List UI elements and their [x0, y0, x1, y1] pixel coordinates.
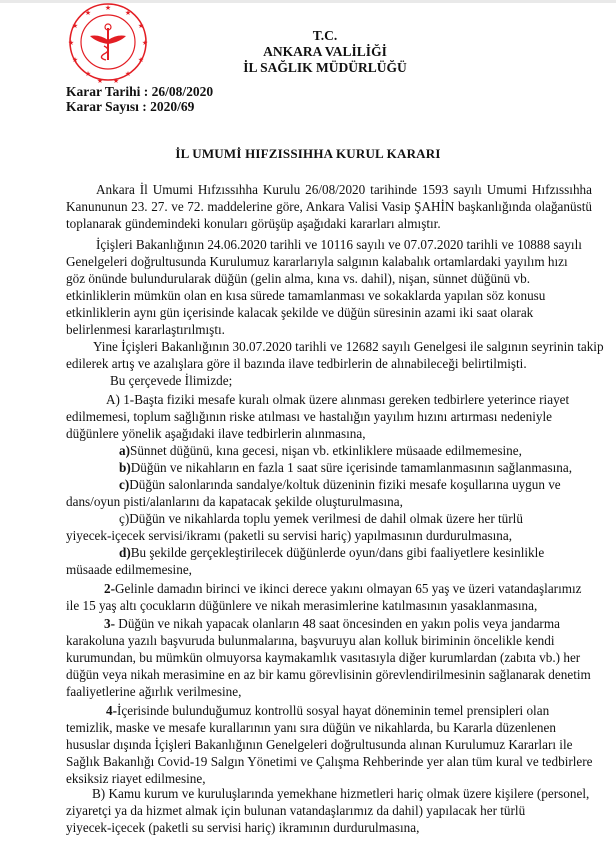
para-line: etkinliklerin mümkün olan en kısa sürede tamamlanması ve sokaklarda yapılan söz konusu: [66, 288, 546, 303]
item-d-text: müsaade edilmemesine,: [66, 562, 192, 577]
para-line: göz önünde bulundurularak düğün (gelin alma, kına vs. dahil), nişan, sünnet düğünü vb.: [66, 271, 531, 286]
intro-line: Kanununun 23. 27. ve 72. maddelerine göre, Ankara Valisi Vasip ŞAHİN başkanlığında olağanüstü: [66, 199, 592, 214]
svg-text:★: ★: [84, 70, 92, 78]
svg-text:★: ★: [71, 22, 79, 30]
header-directorate: İL SAĞLIK MÜDÜRLÜĞÜ: [243, 60, 407, 75]
intro-line: toplanarak gündemindeki konuları görüşüp aşağıdaki kararları almıştır.: [66, 216, 441, 231]
item-c-text: Düğün salonlarında sandalye/koltuk düzeninin fiziki mesafe koşullarına uygun ve: [129, 477, 561, 492]
para-line: edilerek artış ve azalışlara göre il bazında ilave tedbirlerin de alınabileceği belirtilmişti.: [66, 356, 527, 371]
item-b-main-text: ziyaretçi ya da hizmet almak için bulunan vatandaşlarımız da dahil) yapılacak her türlü: [66, 803, 526, 818]
svg-text:★: ★: [104, 4, 112, 12]
svg-text:★: ★: [84, 9, 92, 17]
svg-text:★: ★: [112, 77, 120, 85]
item-3-text: düğün veya nikah merasimine en az bir kamu görevlisinin görevlendirilmesinin sağlanarak denetim: [66, 667, 591, 682]
item-c-text: dans/oyun pisti/alanlarını da kapatacak şekilde oluşturulmasına,: [66, 494, 403, 509]
item-b-text: Düğün ve nikahların en fazla 1 saat süre içerisinde tamamlanmasının sağlanmasına,: [130, 460, 573, 475]
item-4-text: temizlik, maske ve mesafe kurallarının yanı sıra düğün ve nikahlarda, bu Kararla düzenlenen: [66, 720, 556, 735]
item-3-text: kurumundan, bu mümkün olmuyorsa kaymakamlık vasıtasıyla diğer kurumlardan (zabıta vb.) her: [66, 650, 581, 665]
svg-text:★: ★: [96, 77, 104, 85]
item-3-text: Düğün ve nikah yapacak olanların 48 saat öncesinden en yakın polis veya jandarma: [115, 616, 560, 631]
intro-line: Ankara İl Umumi Hıfzıssıhha Kurulu 26/08/2020 tarihinde 1593 sayılı Umumi Hıfzıssıhha: [96, 182, 592, 197]
item-2-text: Gelinle damadın birinci ve ikinci derece yakını olmayan 65 yaş ve üzeri vatandaşlarımız: [115, 581, 582, 596]
item-cc-text: ç)Düğün ve nikahlarda toplu yemek verilmesi de dahil olmak üzere her türlü: [119, 511, 523, 526]
item-b-main-text: B) Kamu kurum ve kuruluşlarında yemekhane hizmetleri hariç olmak üzere kişilere (personel,: [92, 786, 590, 801]
header-tc: T.C.: [312, 28, 338, 43]
item-3-label: 3-: [104, 616, 115, 631]
item-a-text: Sünnet düğünü, kına gecesi, nişan vb. etkinliklere müsaade edilmemesine,: [130, 443, 522, 458]
item-3-text: karakoluna yazılı başvuruda bulunmalarına, başvuruyu alan kolluk biriminin öncelikle kendi: [66, 633, 555, 648]
para-line: İçişleri Bakanlığının 24.06.2020 tarihli ve 10116 sayılı ve 07.07.2020 tarihli ve 10888 sayılı: [96, 237, 582, 252]
svg-text:★: ★: [137, 22, 145, 30]
item-4-label: 4-: [106, 703, 117, 718]
item-d-label: d): [119, 545, 131, 560]
ministry-of-health-logo-icon: [62, 0, 154, 88]
item-b-main-text: yiyecek-içecek (paketli su servisi hariç) ikramının durdurulmasına,: [66, 820, 420, 835]
item-a1-line: edilmemesi, toplum sağlığının riske atılması ve hastalığın yayılım hızını artırması nedeniyle: [66, 409, 553, 424]
document-title: İL UMUMİ HIFZISSIHHA KURUL KARARI: [175, 146, 441, 161]
decision-date: Karar Tarihi : 26/08/2020: [66, 84, 214, 99]
item-2-label: 2-: [104, 581, 115, 596]
para-line: Yine İçişleri Bakanlığının 30.07.2020 tarihli ve 12682 sayılı Genelgesi ile salgının seyrinin takip: [93, 339, 604, 354]
para-line: Bu çerçevede İlimizde;: [110, 373, 233, 388]
item-4-text: İçerisinde bulunduğumuz kontrollü sosyal hayat döneminin temel prensipleri olan: [117, 703, 550, 718]
item-c-label: c): [119, 477, 130, 492]
item-4-text: eksiksiz riayet edilmesine,: [66, 771, 206, 786]
para-line: Genelgeleri doğrultusunda Kurulumuz kararlarıyla salgının kalabalık ortamlardaki yayılım hızı: [66, 254, 568, 269]
item-4-text: Sağlık Bakanlığı Covid-19 Salgın Yönetimi ve Çalışma Rehberinde yer alan tüm kural ve tedbirlere: [66, 754, 593, 769]
item-2-text: ile 15 yaş altı çocukların düğünlere ve nikah merasimlerine katılmasının yasaklanmasına,: [66, 598, 538, 613]
svg-text:★: ★: [71, 56, 79, 64]
item-3-text: faaliyetlerine ağırlık verilmesine,: [66, 684, 242, 699]
para-line: belirlenmesi kararlaştırılmıştı.: [66, 322, 225, 337]
item-a-label: a): [119, 443, 130, 458]
item-cc-text: yiyecek-içecek servisi/ikramı (paketli su servisi hariç) yapılmasının durdurulmasına,: [66, 528, 513, 543]
para-line: etkinliklerin aynı gün içerisinde kalacak şekilde ve düğün süresinin azami iki saat olarak: [66, 305, 534, 320]
item-a1-line: A) 1-Başta fiziki mesafe kuralı olmak üzere alınması gereken tedbirlere yeterince riayet: [106, 392, 570, 407]
decision-number: Karar Sayısı : 2020/69: [66, 99, 195, 114]
svg-text:★: ★: [67, 39, 75, 47]
svg-text:★: ★: [124, 9, 132, 17]
item-d-text: Bu şekilde gerçekleştirilecek düğünlerde oyun/dans gibi faaliyetlere kesinlikle: [130, 545, 545, 560]
svg-text:★: ★: [141, 39, 149, 47]
svg-text:★: ★: [124, 70, 132, 78]
svg-text:★: ★: [137, 56, 145, 64]
item-b-label: b): [119, 460, 131, 475]
header-governorship: ANKARA VALİLİĞİ: [263, 44, 387, 59]
item-4-text: hususlar dışında İçişleri Bakanlığının Genelgeleri doğrultusunda alınan Kurulumuz Kararları ile: [66, 737, 573, 752]
item-a1-line: düğünlere yönelik aşağıdaki ilave tedbirlerin alınmasına,: [66, 426, 366, 441]
